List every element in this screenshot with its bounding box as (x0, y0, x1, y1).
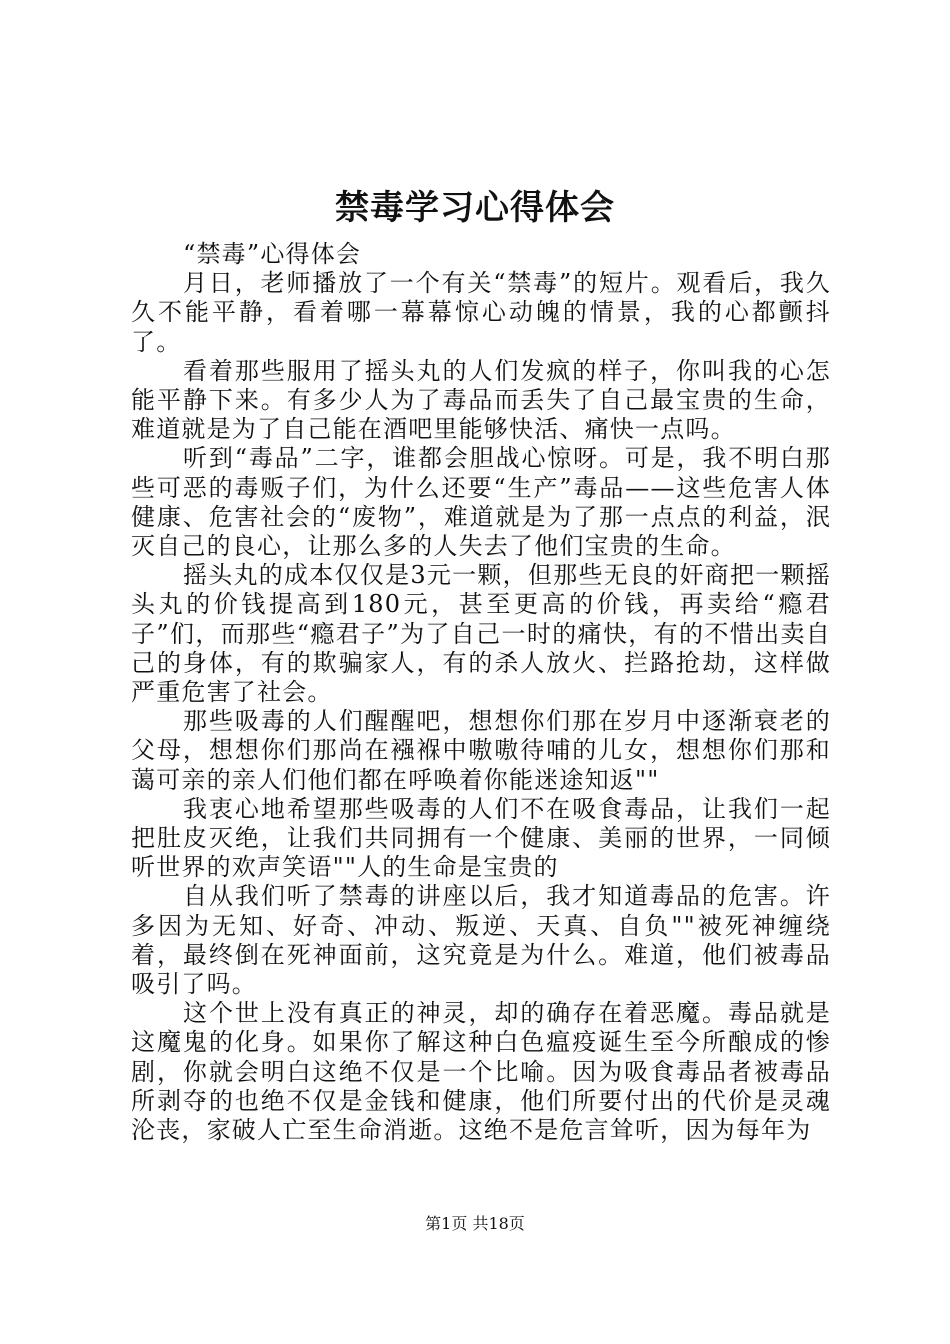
paragraph: 我衷心地希望那些吸毒的人们不在吸食毒品，让我们一起把肚皮灭绝，让我们共同拥有一个健康、美丽的世界，一同倾听世界的欢声笑语""人的生命是宝贵的 (131, 794, 831, 882)
paragraph: 月日，老师播放了一个有关“禁毒”的短片。观看后，我久久不能平静，看着哪一幕幕惊心动魄的情景，我的心都颤抖了。 (131, 269, 831, 356)
document-title: 禁毒学习心得体会 (335, 188, 615, 228)
paragraph: “禁毒”心得体会 (183, 240, 362, 268)
paragraph: 看着那些服用了摇头丸的人们发疯的样子，你叫我的心怎能平静下来。有多少人为了毒品而丢失了自己最宝贵的生命，难道就是为了自己能在酒吧里能够快活、痛快一点吗。 (131, 356, 831, 444)
paragraph: 这个世上没有真正的神灵，却的确存在着恶魔。毒品就是这魔鬼的化身。如果你了解这种白色瘟疫诞生至今所酿成的惨剧，你就会明白这绝不仅是一个比喻。因为吸食毒品者被毒品所剥夺的也绝不仅是金钱和健康，他们所要付出的代价是灵魂沦丧，家破人亡至生命消逝。这绝不是危言耸听，因为每年为 (131, 999, 831, 1145)
document-body (131, 240, 831, 1145)
page-number-footer: 第1页 共18页 (425, 1214, 525, 1233)
paragraph: 听到“毒品”二字，谁都会胆战心惊呀。可是，我不明白那些可恶的毒贩子们，为什么还要“生产”毒品——这些危害人体健康、危害社会的“废物”，难道就是为了那一点点的利益，泯灭自己的良心，让那么多的人失去了他们宝贵的生命。 (131, 444, 831, 561)
paragraph: 自从我们听了禁毒的讲座以后，我才知道毒品的危害。许多因为无知、好奇、冲动、叛逆、天真、自负""被死神缠绕着，最终倒在死神面前，这究竟是为什么。难道，他们被毒品吸引了吗。 (131, 882, 831, 999)
paragraph: 摇头丸的成本仅仅是3元一颗，但那些无良的奸商把一颗摇头丸的价钱提高到180元，甚至更高的价钱，再卖给“瘾君子”们，而那些“瘾君子”为了自己一时的痛快，有的不惜出卖自己的身体，有的欺骗家人，有的杀人放火、拦路抢劫，这样做严重危害了社会。 (131, 561, 831, 707)
paragraph: 那些吸毒的人们醒醒吧，想想你们那在岁月中逐渐衰老的父母，想想你们那尚在襁褓中嗷嗷待哺的儿女，想想你们那和蔼可亲的亲人们他们都在呼唤着你能迷途知返"" (131, 707, 831, 794)
